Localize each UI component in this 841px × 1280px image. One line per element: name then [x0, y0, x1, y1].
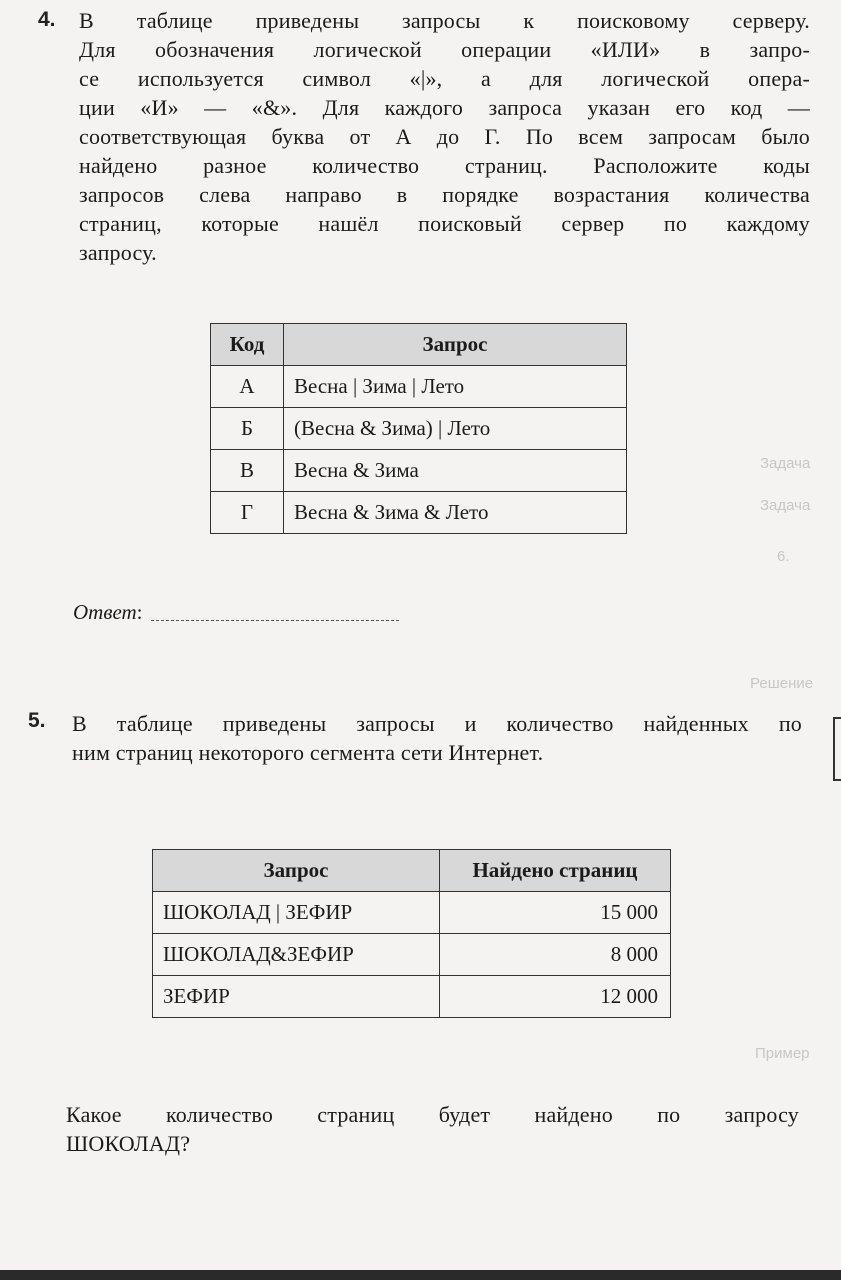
task-4-line: Для обозначения логической операции «ИЛИ» в запро- [79, 37, 810, 62]
task-5-line: В таблице приведены запросы и количество найденных по [72, 711, 802, 736]
cell-query: ЗЕФИР [153, 976, 440, 1018]
question-line: Какое количество страниц будет найдено по запросу [66, 1102, 799, 1127]
column-header-query: Запрос [153, 850, 440, 892]
cell-code: В [211, 450, 284, 492]
cell-query: (Весна & Зима) | Лето [284, 408, 627, 450]
task-4-line: ции «И» — «&». Для каждого запроса указан его код — [79, 95, 810, 120]
task-4-line: запросов слева направо в порядке возрастания количества [79, 182, 810, 207]
task-4-text [79, 6, 810, 267]
cell-pages: 8 000 [440, 934, 671, 976]
task-4-line: запросу. [79, 240, 157, 265]
table-header-row [211, 324, 627, 366]
task-5-question [66, 1100, 799, 1158]
task-5-table [152, 849, 671, 1018]
answer-line [73, 600, 399, 625]
table-row [211, 492, 627, 534]
cell-code: А [211, 366, 284, 408]
task-4-line: В таблице приведены запросы к поисковому серверу. [79, 8, 810, 33]
question-line: ШОКОЛАД? [66, 1131, 191, 1156]
column-header-pages: Найдено страниц [440, 850, 671, 892]
cell-query: Весна & Зима & Лето [284, 492, 627, 534]
cell-pages: 15 000 [440, 892, 671, 934]
cell-query: ШОКОЛАД&ЗЕФИР [153, 934, 440, 976]
table-row [211, 450, 627, 492]
task-4-line: се используется символ «|», а для логической опера- [79, 66, 810, 91]
page-bottom-edge [0, 1270, 841, 1280]
task-4-number: 4. [38, 8, 56, 31]
table-row [153, 892, 671, 934]
cell-code: Г [211, 492, 284, 534]
cell-query: Весна | Зима | Лето [284, 366, 627, 408]
answer-field[interactable] [151, 620, 399, 621]
task-4-line: страниц, которые нашёл поисковый сервер по каждому [79, 211, 810, 236]
table-row [211, 408, 627, 450]
task-4-table [210, 323, 627, 534]
cell-query: Весна & Зима [284, 450, 627, 492]
answer-colon: : [136, 600, 143, 624]
table-row [153, 976, 671, 1018]
task-4-line: соответствующая буква от А до Г. По всем запросам было [79, 124, 810, 149]
textbook-page: Задача Задача 6. Решение Пример 4. В таблице приведены запросы к поисковому серверу. Для обозначения логической операции «ИЛИ» в запро- се используется символ «|», а для логической опера- ции «И» — «&». Для каждого запроса указан его код — соответствующая буква от А до Г. По всем запросам было найдено разное количество страниц. Расположите коды запросов слева направо в порядке возрастания количества страниц, которые нашёл поисковый сервер по каждому запросу. Код Запрос А Весна | Зима | Лето Б (Весна & Зима) | Лето В Весна & Зима Г Весна & Зима & Лето Ответ: 5. В таблице приведены запросы и количество найденных по ним страниц некоторого сегмента сети Интернет. Запрос Найдено страниц ШОКОЛАД | ЗЕФИР 15 000 ШОКОЛАД&ЗЕФИР 8 000 ЗЕФИР 12 000 Какое количество страниц будет найдено по запросу ШОКОЛАД? [0, 0, 841, 1280]
task-5-line: ним страниц некоторого сегмента сети Интернет. [72, 740, 544, 765]
table-row [153, 934, 671, 976]
cell-query: ШОКОЛАД | ЗЕФИР [153, 892, 440, 934]
cell-code: Б [211, 408, 284, 450]
page-tab-marker [833, 717, 841, 781]
table-header-row [153, 850, 671, 892]
task-4-line: найдено разное количество страниц. Расположите коды [79, 153, 810, 178]
column-header-query: Запрос [284, 324, 627, 366]
table-row [211, 366, 627, 408]
answer-label: Ответ [73, 600, 137, 624]
task-5-text [72, 709, 802, 767]
column-header-code: Код [211, 324, 284, 366]
task-5-number: 5. [28, 709, 46, 732]
cell-pages: 12 000 [440, 976, 671, 1018]
